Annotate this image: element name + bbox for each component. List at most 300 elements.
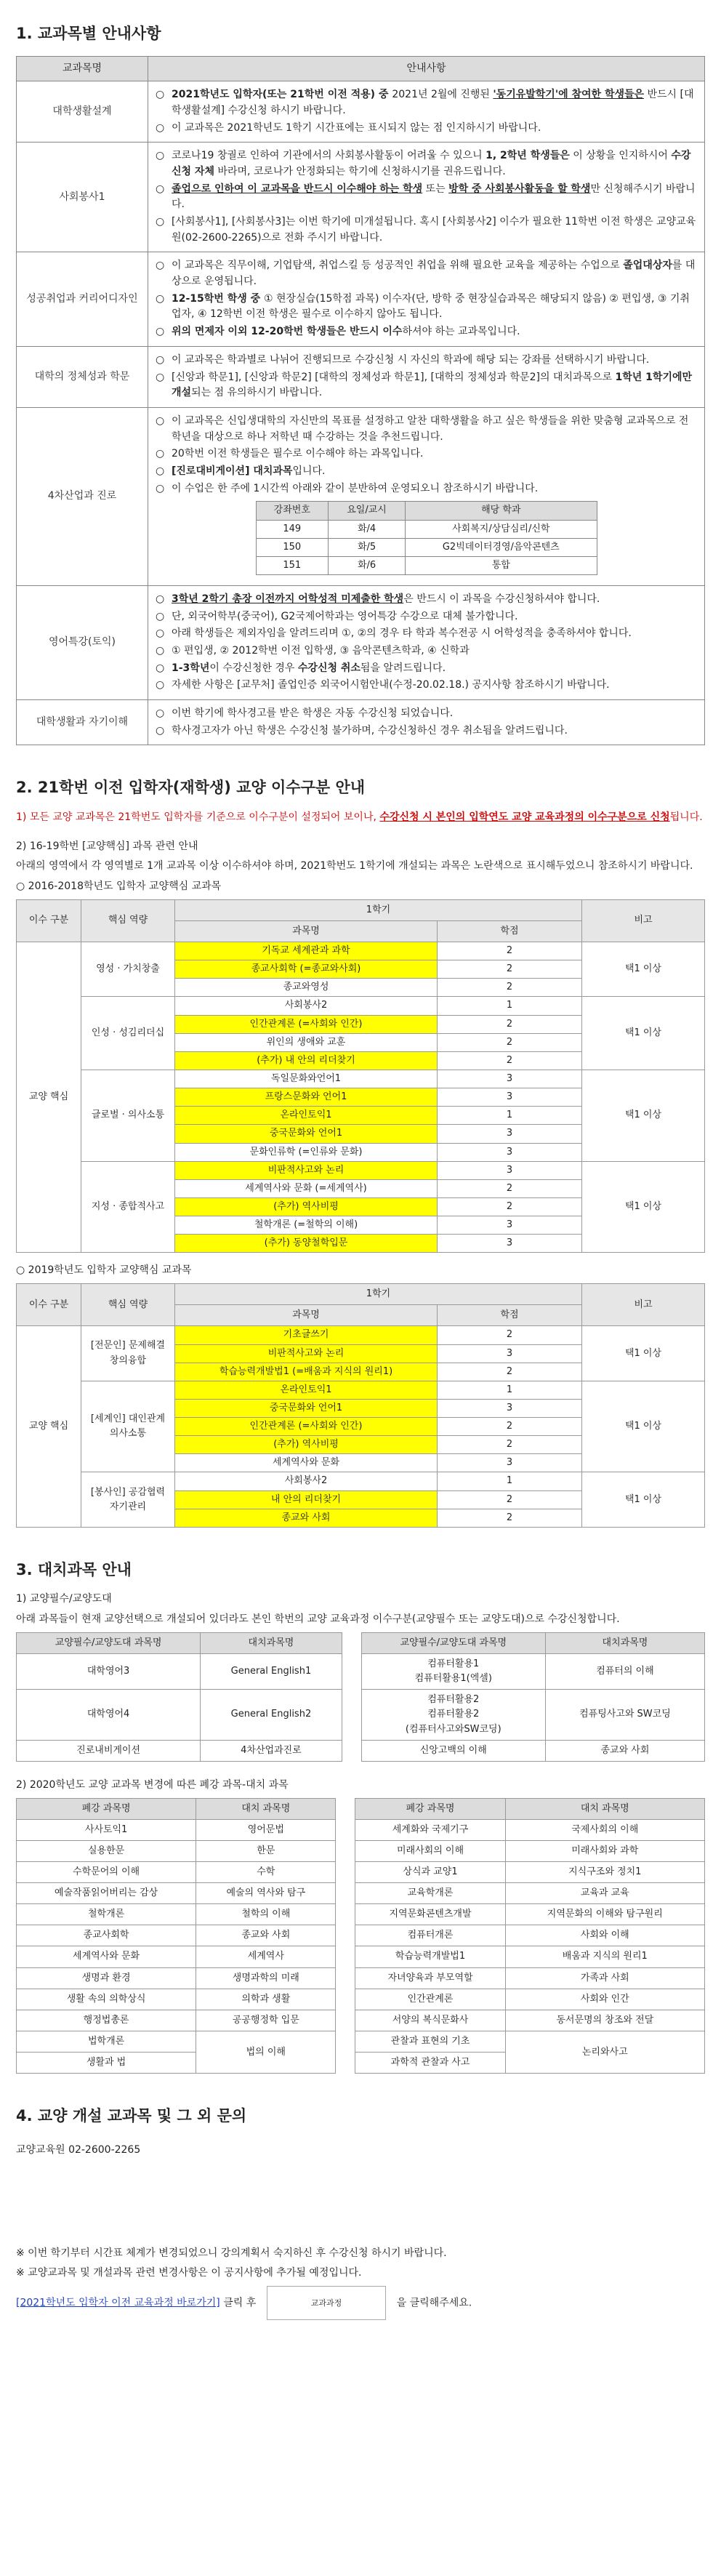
closed-course: 서양의 복식문화사 (355, 2010, 505, 2031)
section3-sub2: 2) 2020학년도 교양 교과목 변경에 따른 폐강 과목-대치 과목 (16, 1778, 289, 1791)
closed-course: 철학개론 (17, 1904, 196, 1925)
info-item (156, 678, 697, 694)
core-credit: 2 (438, 1490, 582, 1509)
info-text: 단, 외국어학부(중국어), G2국제어학과는 영어특강 수강으로 대체 불가합니다. (172, 610, 518, 622)
core-credit: 2 (438, 1509, 582, 1527)
sub-course-name: 신앙고백의 이해 (419, 1744, 487, 1756)
sub-row (17, 1740, 705, 1761)
info-list (156, 353, 697, 401)
core-subject: 인간관계론 (=사회와 인간) (175, 1418, 438, 1436)
info-item (156, 414, 697, 445)
core-subject: 온라인토익1 (175, 1107, 438, 1125)
sub-course-name: 컴퓨터활용1(엑셀) (414, 1673, 492, 1685)
info-text: 코로나19 창궐로 인하여 기관에서의 사회봉사활동이 어려울 수 있으니 (172, 150, 486, 162)
section2-note1: 1) 모든 교양 교과목은 21학번도 입학자를 기준으로 이수구분이 설정되어 보이나, 수강신청 시 본인의 입학연도 교양 교육과정의 이수구분으로 신청됩니다. (16, 811, 703, 823)
closed-row (17, 1861, 705, 1882)
core-credit: 2 (438, 1436, 582, 1454)
closed-course: 사사토익1 (17, 1819, 196, 1840)
closed-row (17, 1904, 705, 1925)
closed-gap (336, 1989, 355, 2010)
info-text: 하셔야 하는 교과목입니다. (402, 326, 520, 338)
info-text: 이 수업은 한 주에 1시간씩 아래와 같이 분반하여 운영되오니 참조하시기 바랍니다. (172, 482, 539, 494)
info-text: 이 상황을 인지하시어 (569, 150, 672, 162)
info-list (156, 706, 697, 739)
core-credit: 3 (438, 1454, 582, 1472)
guide-row-course: 성공취업과 커리어디자인 (17, 252, 148, 346)
closed-alt: 미래사회와 과학 (505, 1840, 704, 1861)
info-text: 학사경고자가 아닌 학생은 수강신청 불가하며, 수강신청하신 경우 취소됨을 알려드립니다. (172, 724, 568, 737)
core-note: 택1 이상 (582, 997, 705, 1070)
sub-gap (342, 1632, 361, 1653)
closed-gap (336, 1798, 355, 1819)
schedule-row (256, 556, 597, 574)
info-text: 12-15학번 학생 중 (172, 292, 265, 305)
closed-head-b: 대치 과목명 (196, 1798, 336, 1819)
sub-course: 대학영어3 (17, 1653, 201, 1689)
guide-row-info (148, 407, 705, 585)
closed-course: 교육학개론 (355, 1883, 505, 1904)
core-subject: 사회봉사2 (175, 997, 438, 1015)
curriculum-button-image: 교과과정 (267, 2286, 387, 2320)
core-subject: 독일문화와언어1 (175, 1070, 438, 1088)
closed-course: 컴퓨터개론 (355, 1925, 505, 1946)
core-subject: 온라인토익1 (175, 1381, 438, 1399)
sub-head-a: 교양필수/교양도대 과목명 (361, 1632, 545, 1653)
info-text: [신앙과 학문1], [신앙과 학문2] [대학의 정체성과 학문1], [대학의 정체성과 학문2]의 대치과목으로 (172, 371, 616, 383)
schedule-head-cell: 강좌번호 (256, 502, 329, 520)
sub-row (17, 1653, 705, 1689)
info-text: 20학번 이전 학생들은 필수로 이수해야 하는 과목입니다. (172, 448, 424, 460)
core-subject: 학습능력개발법1 (=배움과 지식의 원리1) (175, 1363, 438, 1381)
core-credit: 2 (438, 1197, 582, 1216)
info-text: 이 교과목은 직무이해, 기업탐색, 취업스킬 등 성공적인 취업을 위해 필요한 교육을 제공하는 수업으로 (172, 260, 624, 272)
closed-alt: 공공행정학 입문 (196, 2010, 336, 2031)
sub-alt: General English1 (201, 1653, 342, 1689)
sub-alt: 4차산업과진로 (201, 1740, 342, 1761)
core-table-2019 (16, 1283, 705, 1528)
info-text: 졸업으로 인하여 이 교과목을 반드시 이수해야 하는 학생 (172, 182, 423, 195)
guide-row (17, 143, 705, 252)
core-credit: 1 (438, 1381, 582, 1399)
section4-title: 4. 교양 개설 교과목 및 그 외 문의 (16, 2107, 247, 2125)
core-credit: 3 (438, 1235, 582, 1253)
section3-desc1: 아래 과목들이 현재 교양선택으로 개설되어 있더라도 본인 학번의 교양 교육과정 이수구분(교양필수 또는 교양도대)으로 수강신청합니다. (16, 1613, 620, 1626)
closed-course: 학습능력개발법1 (355, 1946, 505, 1967)
core-subject: 종교와영성 (175, 979, 438, 997)
closed-alt: 철학의 이해 (196, 1904, 336, 1925)
core-subject: (추가) 내 안의 리더찾기 (175, 1051, 438, 1070)
curriculum-link[interactable]: [2021학년도 입학자 이전 교육과정 바로가기] (16, 2297, 220, 2309)
core-row (17, 997, 705, 1015)
info-list (156, 258, 697, 340)
info-text: 1-3학년 (172, 662, 210, 674)
schedule-cell: 화/5 (329, 538, 406, 556)
closed-course: 세계화와 국제기구 (355, 1819, 505, 1840)
closed-course: 과학적 관찰과 사고 (355, 2053, 505, 2074)
info-item (156, 87, 697, 119)
sub-course-name: (컴퓨터사고와SW코딩) (405, 1723, 502, 1735)
info-item (156, 182, 697, 213)
core-subject: 기독교 세계관과 과학 (175, 942, 438, 960)
closed-alt: 지역문화의 이해와 탐구원리 (505, 1904, 704, 1925)
schedule-cell: 화/6 (329, 556, 406, 574)
closed-alt: 교육과 교육 (505, 1883, 704, 1904)
core-subject: (추가) 역사비평 (175, 1197, 438, 1216)
closed-gap (336, 2053, 355, 2074)
closed-course: 관찰과 표현의 기초 (355, 2031, 505, 2053)
info-list (156, 148, 697, 246)
core-credit: 2 (438, 1179, 582, 1197)
info-text: 입니다. (292, 465, 326, 477)
closed-alt: 사회와 인간 (505, 1989, 704, 2010)
closed-row (17, 1967, 705, 1989)
sub-alt: 컴퓨팅사고와 SW코딩 (545, 1690, 704, 1740)
core-credit: 1 (438, 1107, 582, 1125)
info-text: 됨을 알려드립니다. (360, 662, 446, 674)
info-text: 은 반드시 이 과목을 수강신청하셔야 합니다. (403, 593, 600, 605)
info-text: 이 수강신청한 경우 (209, 662, 298, 674)
info-item (156, 643, 697, 659)
guide-row-course: 대학의 정체성과 학문 (17, 346, 148, 407)
core-head-gu: 이수 구분 (17, 1284, 81, 1326)
section4 (16, 2104, 705, 2158)
core-credit: 2 (438, 960, 582, 979)
core-subject: 프랑스문화와 언어1 (175, 1088, 438, 1107)
core-subject: 인간관계론 (=사회와 인간) (175, 1015, 438, 1033)
guide-row-info (148, 252, 705, 346)
closed-gap (336, 1883, 355, 1904)
col-course: 교과목명 (17, 56, 148, 81)
sub-alt: 컴퓨터의 이해 (545, 1653, 704, 1689)
core-credit: 2 (438, 1363, 582, 1381)
guide-row-info (148, 700, 705, 745)
core-credit: 2 (438, 1418, 582, 1436)
info-text: 1학년 1학기에만 개설 (172, 371, 693, 399)
schedule-cell: 151 (256, 556, 329, 574)
core-row (17, 1326, 705, 1344)
core-credit: 3 (438, 1161, 582, 1179)
contact: 교양교육원 02-2600-2265 (16, 2143, 141, 2156)
section3 (16, 1558, 705, 2074)
core-head-area: 핵심 역량 (81, 899, 175, 942)
closed-course: 생명과 환경 (17, 1967, 196, 1989)
guide-row-course: 대학생활설계 (17, 81, 148, 143)
guide-table (16, 56, 705, 746)
closed-gap (336, 1904, 355, 1925)
info-text: 바라며, 코로나가 안정화되는 학기에 신청하시기를 권유드립니다. (214, 165, 506, 177)
sub-alt: 종교와 사회 (545, 1740, 704, 1761)
guide-row-info (148, 346, 705, 407)
core-credit: 3 (438, 1125, 582, 1143)
info-item (156, 723, 697, 739)
sub-course-name: 컴퓨터활용1 (427, 1658, 480, 1669)
closed-course: 생활과 법 (17, 2053, 196, 2074)
core-note: 택1 이상 (582, 942, 705, 997)
info-list (156, 87, 697, 136)
sub-gap (342, 1690, 361, 1740)
guide-row (17, 81, 705, 143)
core-subject: 세계역사와 문화 (=세계역사) (175, 1179, 438, 1197)
col-info: 안내사항 (148, 56, 705, 81)
core-head-credit: 학점 (438, 1305, 582, 1326)
info-text: 방학 중 사회봉사활동을 할 학생 (448, 182, 591, 195)
core-credit: 3 (438, 1088, 582, 1107)
core-credit: 3 (438, 1344, 582, 1363)
core-row (17, 942, 705, 960)
footer-notes (16, 2246, 705, 2320)
schedule-row (256, 538, 597, 556)
closed-head-a: 폐강 과목명 (355, 1798, 505, 1819)
info-text: 3학년 2학기 총장 이전까지 어학성적 미제출한 학생 (172, 593, 404, 605)
info-text: 또는 (422, 182, 449, 195)
closed-alt: 생명과학의 미래 (196, 1967, 336, 1989)
info-item (156, 609, 697, 625)
info-item (156, 258, 697, 289)
substitute-table-1 (16, 1632, 705, 1762)
closed-gap (336, 1819, 355, 1840)
closed-course: 자녀양육과 부모역할 (355, 1967, 505, 1989)
sub-head-b: 대치과목명 (201, 1632, 342, 1653)
info-text: 졸업대상자 (623, 260, 672, 272)
core-area: 글로벌 · 의사소통 (81, 1070, 175, 1161)
core-subject: 위인의 생애와 교훈 (175, 1033, 438, 1051)
info-text: 이 교과목은 2021학년도 1학기 시간표에는 표시되지 않는 점 인지하시기 바랍니다. (172, 121, 541, 134)
info-item (156, 626, 697, 642)
section2-title: 2. 21학번 이전 입학자(재학생) 교양 이수구분 안내 (16, 779, 366, 797)
closed-course: 인간관계론 (355, 1989, 505, 2010)
guide-row (17, 407, 705, 585)
core-area: 인성 · 성김리더십 (81, 997, 175, 1070)
core-head-note: 비고 (582, 1284, 705, 1326)
closed-row (17, 1840, 705, 1861)
schedule-row (256, 520, 597, 538)
closed-gap (336, 1967, 355, 1989)
closed-course: 예술작품읽어버리는 감상 (17, 1883, 196, 1904)
schedule-cell: 150 (256, 538, 329, 556)
core-note: 택1 이상 (582, 1326, 705, 1381)
core-row (17, 1381, 705, 1399)
note-2: ※ 교양교과목 및 개설과목 관련 변경사항은 이 공지사항에 추가될 예정입니다. (16, 2267, 362, 2279)
info-item (156, 121, 697, 137)
schedule-cell: 화/4 (329, 520, 406, 538)
guide-row (17, 252, 705, 346)
info-list (156, 592, 697, 694)
guide-row (17, 585, 705, 699)
schedule-head (256, 502, 597, 520)
closed-gap (336, 1861, 355, 1882)
closed-gap (336, 1840, 355, 1861)
guide-row (17, 700, 705, 745)
core-subject: 중국문화와 언어1 (175, 1399, 438, 1417)
info-text: 이 교과목은 학과별로 나뉘어 진행되므로 수강신청 시 자신의 학과에 해당 되는 강좌를 선택하시기 바랍니다. (172, 353, 650, 366)
closed-alt: 지식구조와 정치1 (505, 1861, 704, 1882)
core-credit: 2 (438, 1326, 582, 1344)
core-credit: 1 (438, 1472, 582, 1490)
core-row (17, 1070, 705, 1088)
info-text: 이 교과목은 신입생대학의 자신만의 목표를 설정하고 알찬 대학생활을 하고 싶은 학생들을 위한 맞춤형 교과목으로 전 학년을 대상으로 하나 저학년 때 수강하는 것을 추천드립니다. (172, 414, 689, 443)
core-head-sem: 1학기 (175, 899, 582, 920)
closed-row (17, 1925, 705, 1946)
core-head-credit: 학점 (438, 920, 582, 942)
section2-note2-title: 2) 16-19학번 [교양핵심] 과목 관련 안내 (16, 840, 198, 852)
core-row (17, 1161, 705, 1179)
closed-course: 법학개론 (17, 2031, 196, 2053)
closed-alt: 세계역사 (196, 1946, 336, 1967)
info-text: 아래 학생들은 제외자임을 알려드리며 ①, ②의 경우 타 학과 복수전공 시 어학성적을 충족하셔야 합니다. (172, 627, 632, 640)
sub-gap (342, 1740, 361, 1761)
schedule-head-cell: 요일/교시 (329, 502, 406, 520)
info-text: 되는 점 유의하시기 바랍니다. (191, 387, 323, 399)
core-subject: 내 안의 리더찾기 (175, 1490, 438, 1509)
info-text: 를 대상으로 운영됩니다. (172, 260, 696, 288)
closed-alt: 법의 이해 (196, 2031, 336, 2074)
info-text: 자세한 사항은 [교무처] 졸업인증 외국어시험안내(수정-20.02.18.) 공지사항 참조하시기 바랍니다. (172, 679, 610, 691)
sub-course (361, 1653, 545, 1689)
sub-course: 진로내비게이션 (17, 1740, 201, 1761)
info-item (156, 446, 697, 462)
sub-course (361, 1690, 545, 1740)
info-text: 이번 학기에 학사경고를 받은 학생은 자동 수강신청 되었습니다. (172, 707, 454, 720)
core-note: 택1 이상 (582, 1472, 705, 1527)
info-text: 반드시 [대학생활설계] 수강신청 하시기 바랍니다. (172, 89, 694, 116)
closed-alt: 영어문법 (196, 1819, 336, 1840)
core-caption-1: ○ 2016-2018학년도 입학자 교양핵심 교과목 (16, 880, 222, 893)
closed-course: 수학문어의 이해 (17, 1861, 196, 1882)
closed-row (17, 1989, 705, 2010)
guide-row-info (148, 81, 705, 143)
core-subject: 사회봉사2 (175, 1472, 438, 1490)
sub-head-b: 대치과목명 (545, 1632, 704, 1653)
info-item (156, 661, 697, 677)
sub-alt: General English2 (201, 1690, 342, 1740)
sub-head (17, 1632, 705, 1653)
info-item (156, 370, 697, 401)
core-caption-2: ○ 2019학년도 입학자 교양핵심 교과목 (16, 1264, 192, 1277)
guide-row-course: 대학생활과 자기이해 (17, 700, 148, 745)
core-subject: 문화인류학 (=인류와 문화) (175, 1143, 438, 1161)
closed-course: 세계역사와 문화 (17, 1946, 196, 1967)
guide-row-info (148, 143, 705, 252)
guide-row-course: 사회봉사1 (17, 143, 148, 252)
closed-row (17, 2010, 705, 2031)
info-item (156, 481, 697, 497)
note-1: ※ 이번 학기부터 시간표 체계가 변경되었으니 강의계획서 숙지하신 후 수강신청 하시기 바랍니다. (16, 2247, 447, 2259)
lecture-schedule-table (256, 501, 597, 575)
schedule-head-cell: 해당 학과 (406, 502, 597, 520)
core-table-2016 (16, 899, 705, 1253)
sub-head-a: 교양필수/교양도대 과목명 (17, 1632, 201, 1653)
core-head-area: 핵심 역량 (81, 1284, 175, 1326)
core-credit: 1 (438, 997, 582, 1015)
core-note: 택1 이상 (582, 1381, 705, 1472)
core-subject: 종교와 사회 (175, 1509, 438, 1527)
guide-row-info (148, 585, 705, 699)
core-credit: 2 (438, 942, 582, 960)
info-item (156, 706, 697, 722)
core-credit: 3 (438, 1399, 582, 1417)
closed-alt: 의학과 생활 (196, 1989, 336, 2010)
guide-row-course: 4차산업과 진로 (17, 407, 148, 585)
core-subject: 중국문화와 언어1 (175, 1125, 438, 1143)
closed-course: 미래사회의 이해 (355, 1840, 505, 1861)
core-credit: 3 (438, 1216, 582, 1235)
info-item (156, 214, 697, 246)
schedule-cell: 통합 (406, 556, 597, 574)
sub-row (17, 1690, 705, 1740)
schedule-cell: 사회복지/상담심리/신학 (406, 520, 597, 538)
sub-course-name: 컴퓨터활용2 (427, 1694, 480, 1706)
info-text: [진로대비게이션] 대치과목 (172, 465, 293, 477)
core-area: [전문인] 문제해결 창의융합 (81, 1326, 175, 1381)
info-item (156, 592, 697, 608)
closed-course: 상식과 교양1 (355, 1861, 505, 1882)
sub-gap (342, 1653, 361, 1689)
core-head (17, 899, 705, 920)
core-credit: 2 (438, 1015, 582, 1033)
core-head (17, 1284, 705, 1305)
core-subject: 기초글쓰기 (175, 1326, 438, 1344)
core-area: [봉사인] 공감협력 자기관리 (81, 1472, 175, 1527)
closed-row (17, 1883, 705, 1904)
schedule-cell: 149 (256, 520, 329, 538)
section2-note2: 아래의 영역에서 각 영역별로 1개 교과목 이상 이수하셔야 하며, 2021학번도 1학기에 개설되는 과목은 노란색으로 표시해두었으니 참조하시기 바랍니다. (16, 860, 693, 872)
closed-alt: 가족과 사회 (505, 1967, 704, 1989)
sub-course: 대학영어4 (17, 1690, 201, 1740)
info-text: ① 편입생, ② 2012학번 이전 입학생, ③ 음악콘텐츠학과, ④ 신학과 (172, 644, 470, 657)
core-area: [세계인] 대인관계 의사소통 (81, 1381, 175, 1472)
closed-alt: 한문 (196, 1840, 336, 1861)
core-side: 교양 핵심 (17, 942, 81, 1253)
core-side: 교양 핵심 (17, 1326, 81, 1528)
core-head-note: 비고 (582, 899, 705, 942)
info-item (156, 464, 697, 480)
substitute-table-2 (16, 1798, 705, 2074)
core-credit: 3 (438, 1070, 582, 1088)
closed-head-a: 폐강 과목명 (17, 1798, 196, 1819)
sub-course (361, 1740, 545, 1761)
info-text: ① 현장실습(15학점 과목) 이수자(단, 방학 중 현장실습과목은 해당되지 않음) ② 편입생, ③ 기취업자, ④ 12학번 이전 학생은 필수로 이수하지 않아도 됩니다. (172, 292, 690, 321)
info-item (156, 324, 697, 340)
core-note: 택1 이상 (582, 1070, 705, 1161)
core-subject: (추가) 동양철학입문 (175, 1235, 438, 1253)
info-text: [사회봉사1], [사회봉사3]는 이번 학기에 미개설됩니다. 혹시 [사회봉사2] 이수가 필요한 11학번 이전 학생은 교양교육원(02-2600-2265)으로 전화 주시기 바랍니다. (172, 216, 696, 244)
info-text: 만 신청해주시기 바랍니다. (172, 182, 696, 211)
core-head-subj: 과목명 (175, 1305, 438, 1326)
info-text: 2021학년도 입학자(또는 21학번 이전 적용) 중 (172, 89, 392, 101)
core-subject: 세계역사와 문화 (175, 1454, 438, 1472)
info-text: 1, 2학년 학생들은 (486, 150, 570, 162)
core-subject: 종교사회학 (=종교와사회) (175, 960, 438, 979)
info-list (156, 414, 697, 497)
info-text: 수강신청 취소 (297, 662, 360, 674)
closed-course: 지역문화콘텐츠개발 (355, 1904, 505, 1925)
core-head-subj: 과목명 (175, 920, 438, 942)
core-head-sem: 1학기 (175, 1284, 582, 1305)
closed-gap (336, 1946, 355, 1967)
core-subject: (추가) 역사비평 (175, 1436, 438, 1454)
core-credit: 2 (438, 979, 582, 997)
closed-alt: 예술의 역사와 탐구 (196, 1883, 336, 1904)
closed-alt: 종교와 사회 (196, 1925, 336, 1946)
closed-alt: 수학 (196, 1861, 336, 1882)
closed-gap (336, 2031, 355, 2053)
closed-head (17, 1798, 705, 1819)
closed-course: 실용한문 (17, 1840, 196, 1861)
core-subject: 철학개론 (=철학의 이해) (175, 1216, 438, 1235)
core-area: 영성 · 가치창출 (81, 942, 175, 997)
guide-row (17, 346, 705, 407)
core-subject: 비판적사고와 논리 (175, 1161, 438, 1179)
